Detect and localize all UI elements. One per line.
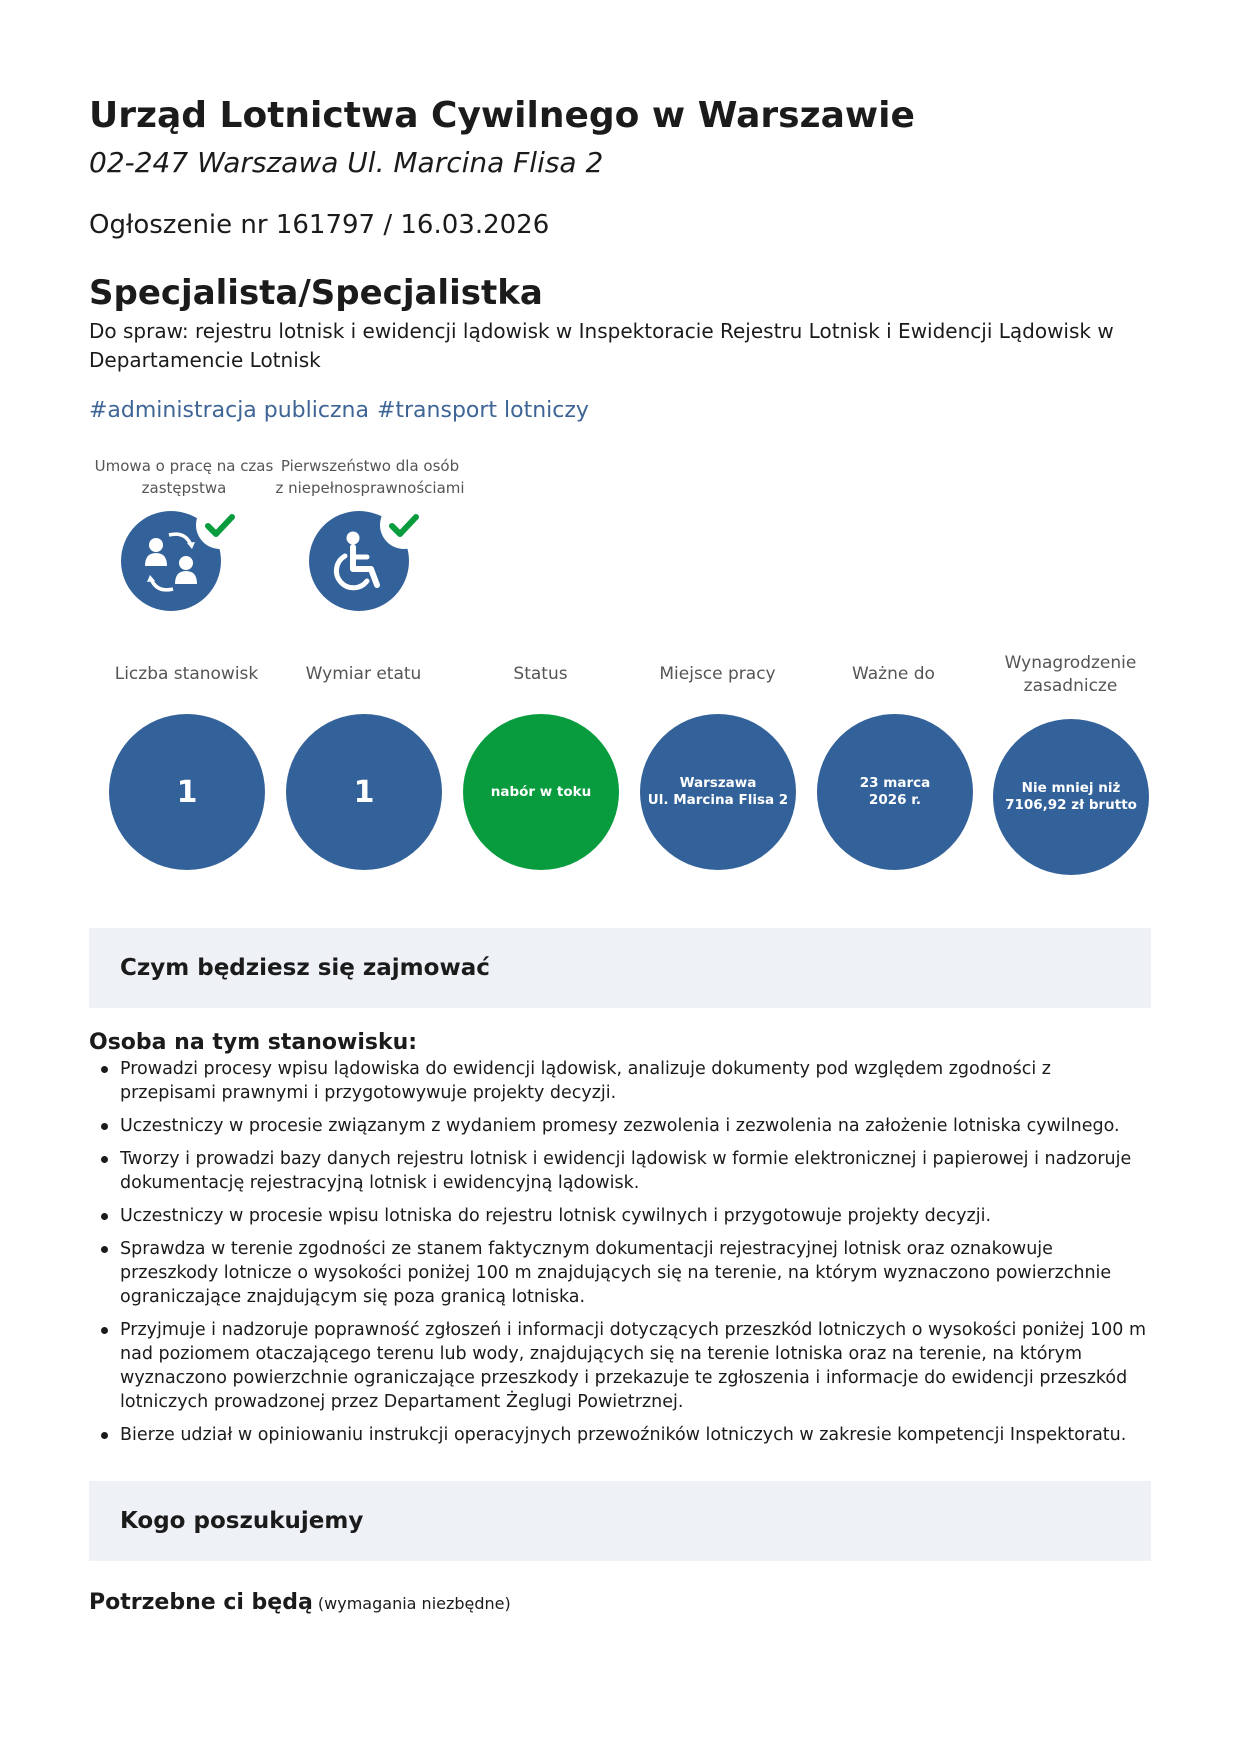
stat-value-status: nabór w toku bbox=[463, 714, 619, 870]
stat-value-positions: 1 bbox=[109, 714, 265, 870]
list-item: Bierze udział w opiniowaniu instrukcji operacyjnych przewoźników lotniczych w zakresie kompetencji Inspektoratu. bbox=[89, 1423, 1151, 1447]
announcement-number: Ogłoszenie nr 161797 / 16.03.2026 bbox=[89, 210, 550, 240]
tag-public-administration[interactable]: #administracja publiczna bbox=[89, 398, 369, 423]
stat-label-workplace: Miejsce pracy bbox=[659, 664, 776, 684]
list-item: Sprawdza w terenie zgodności ze stanem faktycznym dokumentacji rejestracyjnej lotnisk oraz oznakowuje przeszkody lotnicze o wysokości poniżej 100 m znajdujących się na terenie, na którym wyznaczono powierzchnie ograniczające znajdującym się poza granicą lotniska. bbox=[89, 1237, 1151, 1309]
list-item: Tworzy i prowadzi bazy danych rejestru lotnisk i ewidencji lądowisk w formie elektronicznej i papierowej i nadzoruje dokumentację rejestracyjną lotnisk i ewidencyjną lądowisk. bbox=[89, 1147, 1151, 1195]
stat-label-valid-until: Ważne do bbox=[852, 664, 935, 684]
stat-label-positions: Liczba stanowisk bbox=[114, 664, 259, 684]
check-icon bbox=[196, 501, 244, 549]
tag-list bbox=[89, 398, 597, 423]
duties-section-title: Czym będziesz się zajmować bbox=[120, 955, 490, 981]
stat-value-valid-until bbox=[817, 714, 973, 870]
requirements-lead bbox=[89, 1590, 511, 1615]
workplace-city: Warszawa bbox=[679, 775, 757, 791]
workplace-street: Ul. Marcina Flisa 2 bbox=[647, 792, 789, 808]
position-title: Specjalista/Specjalistka bbox=[89, 273, 543, 313]
requirements-lead-title: Potrzebne ci będą bbox=[89, 1590, 313, 1615]
stat-label-salary: Wynagrodzenie zasadnicze bbox=[1004, 653, 1137, 696]
duties-section-header bbox=[89, 928, 1151, 1008]
duties-lead: Osoba na tym stanowisku: bbox=[89, 1030, 418, 1055]
requirements-section-title: Kogo poszukujemy bbox=[120, 1508, 364, 1534]
list-item: Przyjmuje i nadzoruje poprawność zgłoszeń i informacji dotyczących przeszkód lotniczych o wysokości poniżej 100 m nad poziomem otaczającego terenu lub wody, znajdujących się na terenie lotniska oraz na terenie, na którym wyznaczono powierzchnie ograniczające przeszkody i przekazuje te zgłoszenia i informacje do ewidencji przeszkód lotniczych prowadzonej przez Departament Żeglugi Powietrznej. bbox=[89, 1318, 1151, 1414]
office-name: Urząd Lotnictwa Cywilnego w Warszawie bbox=[89, 95, 915, 136]
list-item: Uczestniczy w procesie wpisu lotniska do rejestru lotnisk cywilnych i przygotowuje projekty decyzji. bbox=[89, 1204, 1151, 1228]
tag-air-transport[interactable]: #transport lotniczy bbox=[376, 398, 589, 423]
list-item: Prowadzi procesy wpisu lądowiska do ewidencji lądowisk, analizuje dokumenty pod względem zgodności z przepisami prawnymi i przygotowywuje projekty decyzji. bbox=[89, 1057, 1151, 1105]
requirements-section-header bbox=[89, 1481, 1151, 1561]
check-icon bbox=[380, 501, 428, 549]
stat-value-workload: 1 bbox=[286, 714, 442, 870]
requirements-lead-note: (wymagania niezbędne) bbox=[317, 1594, 511, 1613]
stat-value-workplace bbox=[640, 714, 796, 870]
position-subtitle: Do spraw: rejestru lotnisk i ewidencji lądowisk w Inspektoracie Rejestru Lotnisk i Ewidencji Lądowisk w Departamencie Lotnisk bbox=[89, 319, 1114, 372]
feature-label-disability: Pierwszeństwo dla osób z niepełnosprawnościami bbox=[275, 457, 465, 497]
salary-amount: 7106,92 zł brutto bbox=[1005, 797, 1137, 813]
list-item: Uczestniczy w procesie związanym z wydaniem promesy zezwolenia i zezwolenia na założenie lotniska cywilnego. bbox=[89, 1114, 1151, 1138]
valid-until-day: 23 marca bbox=[859, 775, 931, 791]
feature-label-contract: Umowa o pracę na czas zastępstwa bbox=[94, 457, 274, 497]
duties-list bbox=[89, 1057, 1151, 1456]
salary-prefix: Nie mniej niż bbox=[1021, 780, 1121, 796]
stat-value-salary bbox=[993, 719, 1149, 875]
valid-until-year: 2026 r. bbox=[868, 792, 922, 808]
stat-label-workload: Wymiar etatu bbox=[305, 664, 422, 684]
stat-label-status: Status bbox=[513, 664, 568, 684]
office-address: 02-247 Warszawa Ul. Marcina Flisa 2 bbox=[89, 146, 604, 179]
